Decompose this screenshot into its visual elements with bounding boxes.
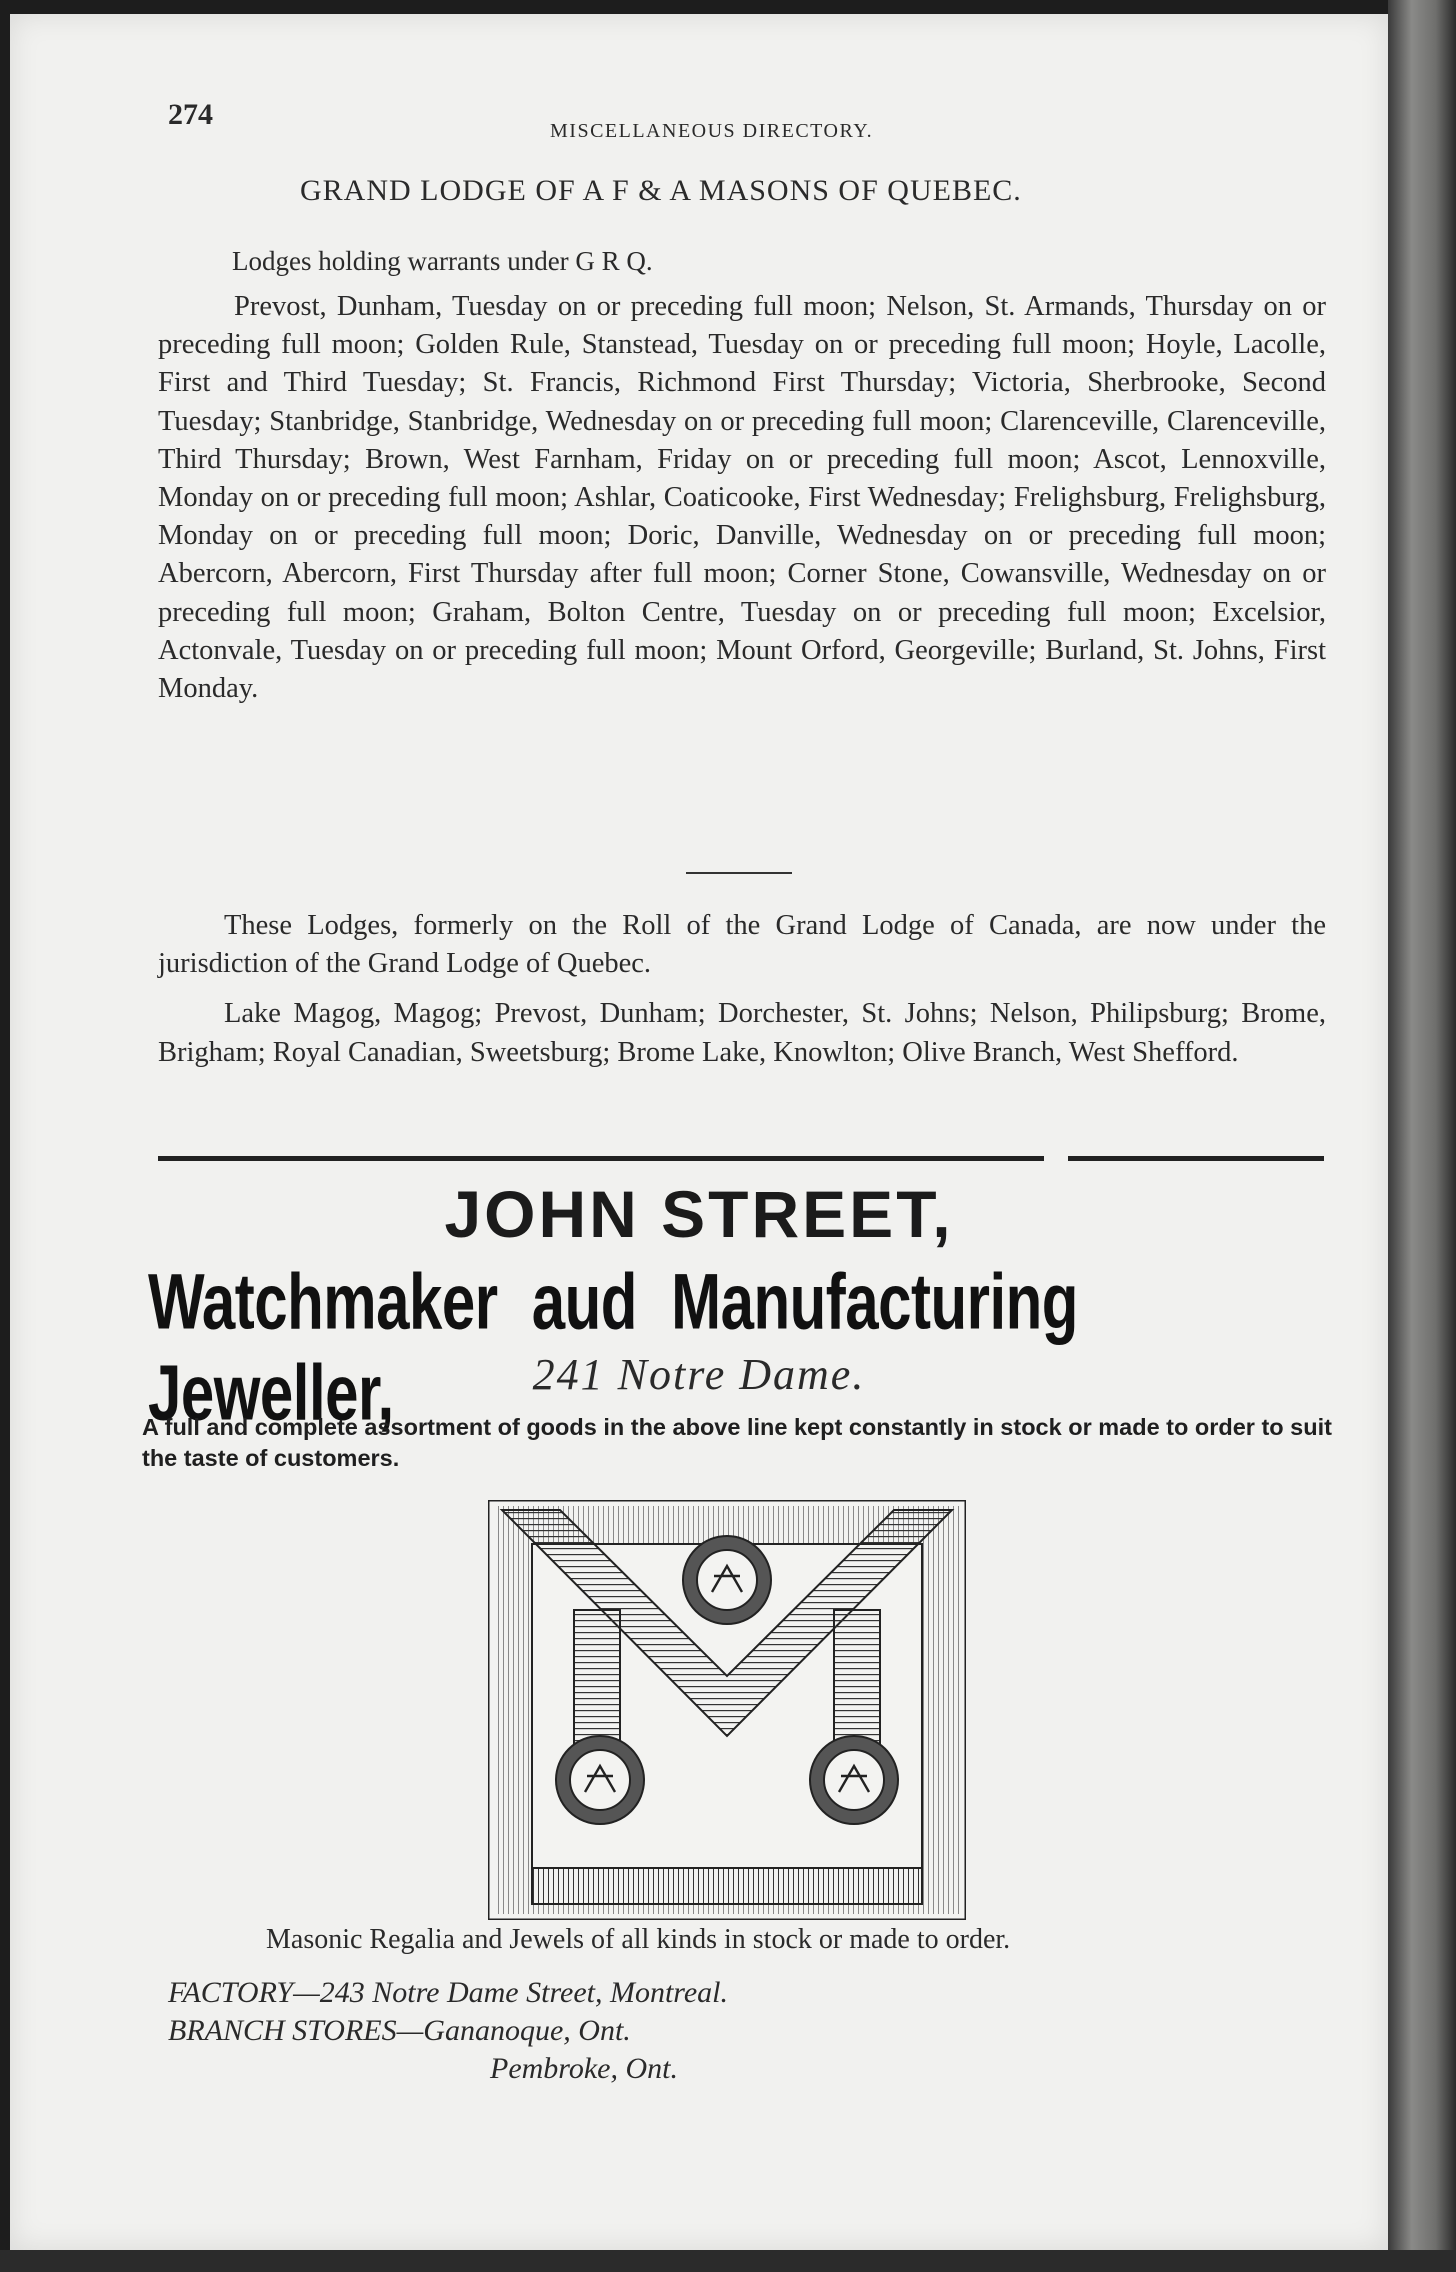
divider-rule-left xyxy=(158,1156,1044,1161)
lodges-paragraph xyxy=(158,288,1326,708)
running-head: MISCELLANEOUS DIRECTORY. xyxy=(550,120,874,142)
formerly-block xyxy=(158,907,1326,1072)
short-divider xyxy=(686,872,792,874)
factory-line: FACTORY—243 Notre Dame Street, Montreal. xyxy=(168,1976,729,2009)
section-title: GRAND LODGE OF A F & A MASONS OF QUEBEC. xyxy=(300,174,1022,207)
advertiser-name: JOHN STREET, xyxy=(444,1177,954,1251)
branch-line-2: Pembroke, Ont. xyxy=(490,2052,678,2085)
advertiser-trade: Watchmaker aud Manufacturing Jeweller, xyxy=(148,1257,1078,1437)
illustration-caption: Masonic Regalia and Jewels of all kinds in stock or made to order. xyxy=(266,1924,1011,1955)
book-gutter xyxy=(1388,0,1456,2272)
lodges-text: Prevost, Dunham, Tuesday on or preceding full moon; Nelson, St. Armands, Thursday on or preceding full moon; Golden Rule, Stanstead, Tuesday on or preceding full moon; Hoyle, Lacolle, First and Third Tuesday; St. Francis, Richmond First Thursday; Victoria, Sherbrooke, Second Tuesday; Stanbridge, Stanbridge, Wednesday on or preceding full moon; Clarenceville, Clarenceville, Third Thursday; Brown, West Farnham, Friday on or preceding full moon; Ascot, Lennoxville, Monday on or preceding full moon; Ashlar, Coaticooke, First Wednesday; Frelighsburg, Frelighsburg, Monday on or preceding full moon; Doric, Danville, Wednesday on or preceding full moon; Abercorn, Abercorn, First Thursday after full moon; Corner Stone, Cowansville, Wednesday on or preceding full moon; Graham, Bolton Centre, Tuesday on or preceding full moon; Excelsior, Actonvale, Tuesday on or preceding full moon; Mount Orford, Georgeville; Burland, St. Johns, First Monday. xyxy=(158,291,1326,705)
page-number: 274 xyxy=(168,98,213,131)
formerly-intro: These Lodges, formerly on the Roll of the Grand Lodge of Canada, are now under the jurisdiction of the Grand Lodge of Quebec. xyxy=(158,910,1326,980)
divider-rule-right xyxy=(1068,1156,1324,1161)
bottom-edge xyxy=(0,2250,1456,2272)
rosette-top xyxy=(683,1536,771,1624)
rosette-left xyxy=(556,1736,644,1824)
advertiser-description: A full and complete assortment of goods in the above line kept constantly in stock or made to order to suit the taste of customers. xyxy=(142,1414,1332,1471)
branch-line: BRANCH STORES—Gananoque, Ont. xyxy=(168,2014,631,2047)
advertiser-address: 241 Notre Dame. xyxy=(532,1350,866,1399)
rosette-right xyxy=(810,1736,898,1824)
section-intro: Lodges holding warrants under G R Q. xyxy=(232,246,653,276)
factory-block xyxy=(168,1974,728,2088)
masonic-apron-icon xyxy=(488,1500,966,1920)
directory-page xyxy=(10,14,1388,2250)
formerly-list: Lake Magog, Magog; Prevost, Dunham; Dorchester, St. Johns; Nelson, Philipsburg; Brome, Brigham; Royal Canadian, Sweetsburg; Brome Lake, Knowlton; Olive Branch, West Shefford. xyxy=(158,998,1326,1068)
